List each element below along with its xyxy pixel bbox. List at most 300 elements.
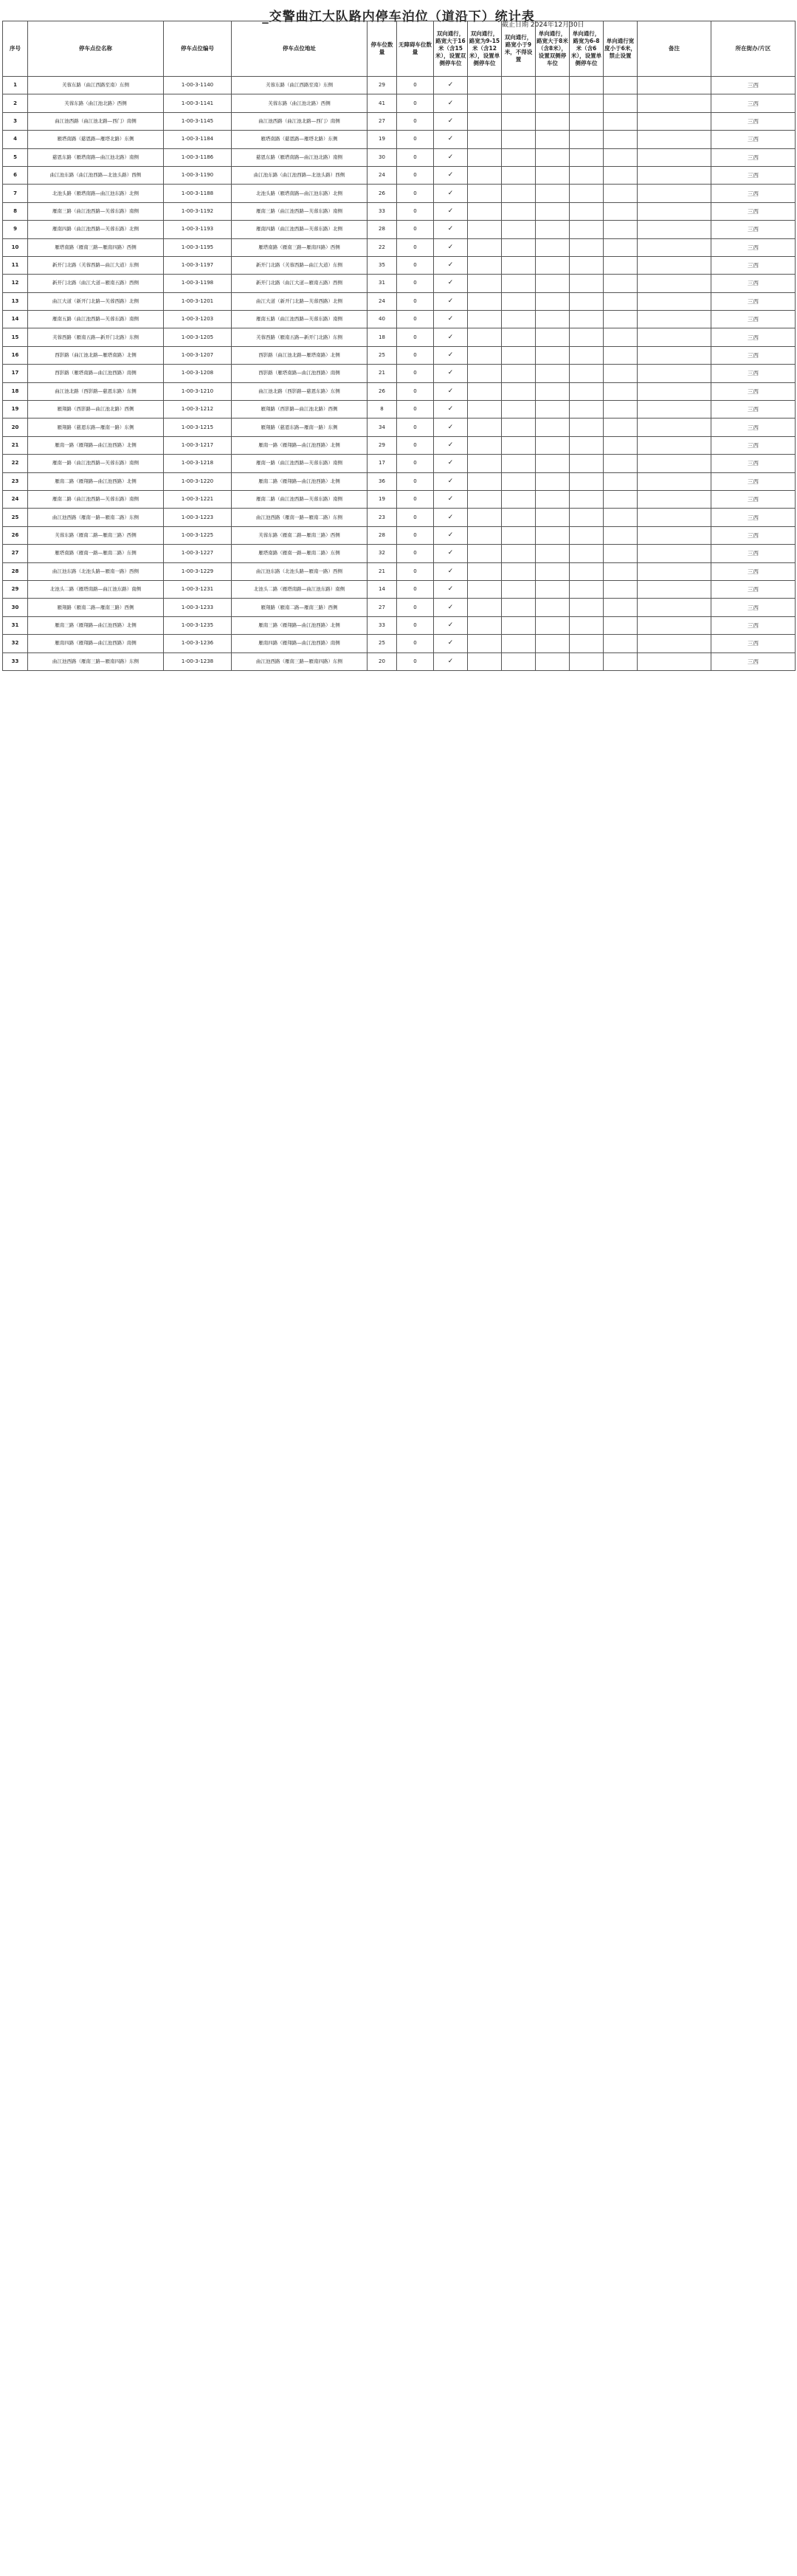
empty-cell bbox=[536, 346, 570, 364]
empty-cell bbox=[536, 455, 570, 472]
check-mark-icon: ✓ bbox=[434, 382, 468, 400]
row-name: 雁翔路（雁南二路—雁南三路）西侧 bbox=[28, 599, 164, 616]
table-row bbox=[3, 436, 796, 454]
empty-cell bbox=[604, 185, 638, 202]
empty-cell bbox=[502, 490, 536, 508]
empty-cell bbox=[604, 635, 638, 652]
row-name: 雁塔南路（慈恩路—雁塔北路）东侧 bbox=[28, 131, 164, 148]
empty-cell bbox=[468, 346, 502, 364]
empty-cell bbox=[468, 112, 502, 130]
empty-cell bbox=[570, 635, 604, 652]
row-accessible-count: 0 bbox=[397, 275, 434, 292]
row-seq: 30 bbox=[3, 599, 28, 616]
row-address: 曲江池西路（雁南三路—雁南四路）东侧 bbox=[232, 652, 368, 670]
row-address: 雁翔路（慈恩东路—雁南一路）东侧 bbox=[232, 419, 368, 436]
row-name: 曲江大道（新开门北路—芙蓉西路）北侧 bbox=[28, 292, 164, 310]
row-area: 三西 bbox=[711, 490, 796, 508]
empty-cell bbox=[468, 275, 502, 292]
row-accessible-count: 0 bbox=[397, 365, 434, 382]
row-count: 24 bbox=[368, 292, 397, 310]
row-seq: 22 bbox=[3, 455, 28, 472]
row-accessible-count: 0 bbox=[397, 382, 434, 400]
empty-cell bbox=[468, 599, 502, 616]
row-note bbox=[638, 148, 711, 166]
row-count: 21 bbox=[368, 562, 397, 580]
check-mark-icon: ✓ bbox=[434, 455, 468, 472]
header-cell: 停车点位名称 bbox=[28, 21, 164, 77]
row-area: 三西 bbox=[711, 202, 796, 220]
empty-cell bbox=[536, 112, 570, 130]
empty-cell bbox=[536, 131, 570, 148]
empty-cell bbox=[536, 148, 570, 166]
empty-cell bbox=[604, 580, 638, 598]
row-note bbox=[638, 562, 711, 580]
row-address: 雁南二路（雁翔路—曲江池西路）北侧 bbox=[232, 472, 368, 490]
header-cell: 无障碍车位数量 bbox=[397, 21, 434, 77]
row-seq: 9 bbox=[3, 221, 28, 238]
row-accessible-count: 0 bbox=[397, 490, 434, 508]
empty-cell bbox=[536, 292, 570, 310]
empty-cell bbox=[570, 455, 604, 472]
check-mark-icon: ✓ bbox=[434, 652, 468, 670]
row-count: 8 bbox=[368, 401, 397, 419]
row-code: 1-00-3-1231 bbox=[164, 580, 232, 598]
row-count: 20 bbox=[368, 652, 397, 670]
row-count: 23 bbox=[368, 509, 397, 526]
row-note bbox=[638, 292, 711, 310]
check-mark-icon: ✓ bbox=[434, 202, 468, 220]
row-address: 曲江大道（新开门北路—芙蓉西路）北侧 bbox=[232, 292, 368, 310]
row-area: 三西 bbox=[711, 436, 796, 454]
check-mark-icon: ✓ bbox=[434, 509, 468, 526]
empty-cell bbox=[502, 131, 536, 148]
empty-cell bbox=[468, 185, 502, 202]
empty-cell bbox=[604, 472, 638, 490]
empty-cell bbox=[570, 419, 604, 436]
row-name: 芙蓉东路（雁南二路—雁南三路）西侧 bbox=[28, 526, 164, 544]
check-mark-icon: ✓ bbox=[434, 490, 468, 508]
check-mark-icon: ✓ bbox=[434, 112, 468, 130]
row-seq: 19 bbox=[3, 401, 28, 419]
row-accessible-count: 0 bbox=[397, 346, 434, 364]
row-seq: 7 bbox=[3, 185, 28, 202]
row-count: 31 bbox=[368, 275, 397, 292]
row-name: 雁南二路（曲江池西路—芙蓉东路）南侧 bbox=[28, 490, 164, 508]
row-code: 1-00-3-1217 bbox=[164, 436, 232, 454]
row-area: 三西 bbox=[711, 580, 796, 598]
row-note bbox=[638, 77, 711, 94]
header-cell: 双向通行，路宽为9-15米（含12米），设置单侧停车位 bbox=[468, 21, 502, 77]
header-cell: 单向通行宽度小于6米，禁止设置 bbox=[604, 21, 638, 77]
row-code: 1-00-3-1233 bbox=[164, 599, 232, 616]
empty-cell bbox=[502, 419, 536, 436]
empty-cell bbox=[502, 112, 536, 130]
check-mark-icon: ✓ bbox=[434, 256, 468, 274]
empty-cell bbox=[604, 616, 638, 634]
empty-cell bbox=[570, 166, 604, 184]
row-code: 1-00-3-1238 bbox=[164, 652, 232, 670]
empty-cell bbox=[570, 580, 604, 598]
empty-cell bbox=[604, 365, 638, 382]
row-note bbox=[638, 490, 711, 508]
row-seq: 25 bbox=[3, 509, 28, 526]
page-title: _交警曲江大队路内停车泊位（道沿下）统计表 bbox=[262, 10, 535, 24]
empty-cell bbox=[604, 221, 638, 238]
table-row bbox=[3, 509, 796, 526]
date-label: 截止日期 2024年12月30日 bbox=[502, 21, 584, 29]
row-count: 18 bbox=[368, 328, 397, 346]
row-address: 雁南五路（曲江池西路—芙蓉东路）南侧 bbox=[232, 311, 368, 328]
check-mark-icon: ✓ bbox=[434, 401, 468, 419]
row-area: 三西 bbox=[711, 382, 796, 400]
row-seq: 6 bbox=[3, 166, 28, 184]
row-name: 曲江池北路（西影路—慈恩东路）东侧 bbox=[28, 382, 164, 400]
empty-cell bbox=[536, 311, 570, 328]
empty-cell bbox=[570, 545, 604, 562]
row-accessible-count: 0 bbox=[397, 562, 434, 580]
table-row bbox=[3, 148, 796, 166]
check-mark-icon: ✓ bbox=[434, 436, 468, 454]
empty-cell bbox=[468, 635, 502, 652]
empty-cell bbox=[502, 436, 536, 454]
row-note bbox=[638, 526, 711, 544]
row-accessible-count: 0 bbox=[397, 94, 434, 112]
header-cell: 序号 bbox=[3, 21, 28, 77]
table-row bbox=[3, 616, 796, 634]
empty-cell bbox=[502, 311, 536, 328]
table-row bbox=[3, 328, 796, 346]
row-seq: 3 bbox=[3, 112, 28, 130]
row-address: 曲江池西路（曲江池北路—西门）南侧 bbox=[232, 112, 368, 130]
table-row bbox=[3, 490, 796, 508]
empty-cell bbox=[468, 562, 502, 580]
check-mark-icon: ✓ bbox=[434, 328, 468, 346]
row-note bbox=[638, 401, 711, 419]
row-note bbox=[638, 455, 711, 472]
row-address: 雁南一路（雁翔路—曲江池西路）北侧 bbox=[232, 436, 368, 454]
table-row bbox=[3, 472, 796, 490]
table-row bbox=[3, 562, 796, 580]
row-seq: 23 bbox=[3, 472, 28, 490]
row-count: 17 bbox=[368, 455, 397, 472]
header-cell: 单向通行，路宽大于8米（含8米），设置双侧停车位 bbox=[536, 21, 570, 77]
empty-cell bbox=[502, 94, 536, 112]
empty-cell bbox=[604, 328, 638, 346]
row-address: 新开门北路（曲江大道—雁南五路）西侧 bbox=[232, 275, 368, 292]
row-area: 三西 bbox=[711, 256, 796, 274]
row-area: 三西 bbox=[711, 328, 796, 346]
check-mark-icon: ✓ bbox=[434, 292, 468, 310]
table-row bbox=[3, 185, 796, 202]
row-name: 芙蓉西路（雁南五路—新开门北路）东侧 bbox=[28, 328, 164, 346]
row-accessible-count: 0 bbox=[397, 256, 434, 274]
empty-cell bbox=[604, 131, 638, 148]
row-area: 三西 bbox=[711, 419, 796, 436]
empty-cell bbox=[604, 77, 638, 94]
row-area: 三西 bbox=[711, 616, 796, 634]
row-note bbox=[638, 311, 711, 328]
row-area: 三西 bbox=[711, 365, 796, 382]
empty-cell bbox=[536, 616, 570, 634]
empty-cell bbox=[502, 365, 536, 382]
row-name: 雁南三路（曲江池西路—芙蓉东路）南侧 bbox=[28, 202, 164, 220]
check-mark-icon: ✓ bbox=[434, 635, 468, 652]
empty-cell bbox=[502, 238, 536, 256]
parking-table bbox=[2, 21, 796, 671]
row-accessible-count: 0 bbox=[397, 202, 434, 220]
row-count: 14 bbox=[368, 580, 397, 598]
row-accessible-count: 0 bbox=[397, 112, 434, 130]
empty-cell bbox=[502, 256, 536, 274]
table-row bbox=[3, 94, 796, 112]
table-row bbox=[3, 580, 796, 598]
check-mark-icon: ✓ bbox=[434, 148, 468, 166]
empty-cell bbox=[502, 328, 536, 346]
row-code: 1-00-3-1218 bbox=[164, 455, 232, 472]
row-code: 1-00-3-1141 bbox=[164, 94, 232, 112]
empty-cell bbox=[502, 292, 536, 310]
empty-cell bbox=[604, 490, 638, 508]
row-name: 西影路（曲江池北路—雁塔南路）北侧 bbox=[28, 346, 164, 364]
row-address: 曲江池北路（西影路—慈恩东路）东侧 bbox=[232, 382, 368, 400]
row-name: 北池头二路（雁塔南路—曲江池东路）南侧 bbox=[28, 580, 164, 598]
row-count: 27 bbox=[368, 599, 397, 616]
empty-cell bbox=[536, 94, 570, 112]
empty-cell bbox=[468, 328, 502, 346]
row-name: 雁塔南路（雁南一路—雁南二路）东侧 bbox=[28, 545, 164, 562]
empty-cell bbox=[604, 382, 638, 400]
row-code: 1-00-3-1235 bbox=[164, 616, 232, 634]
empty-cell bbox=[570, 346, 604, 364]
empty-cell bbox=[604, 526, 638, 544]
empty-cell bbox=[502, 77, 536, 94]
row-accessible-count: 0 bbox=[397, 185, 434, 202]
row-count: 40 bbox=[368, 311, 397, 328]
row-note bbox=[638, 545, 711, 562]
empty-cell bbox=[536, 382, 570, 400]
row-code: 1-00-3-1198 bbox=[164, 275, 232, 292]
empty-cell bbox=[604, 599, 638, 616]
row-seq: 33 bbox=[3, 652, 28, 670]
row-accessible-count: 0 bbox=[397, 238, 434, 256]
row-note bbox=[638, 419, 711, 436]
row-note bbox=[638, 382, 711, 400]
row-note bbox=[638, 599, 711, 616]
row-area: 三西 bbox=[711, 238, 796, 256]
empty-cell bbox=[604, 545, 638, 562]
check-mark-icon: ✓ bbox=[434, 221, 468, 238]
row-seq: 12 bbox=[3, 275, 28, 292]
row-area: 三西 bbox=[711, 545, 796, 562]
empty-cell bbox=[570, 131, 604, 148]
empty-cell bbox=[468, 202, 502, 220]
row-accessible-count: 0 bbox=[397, 221, 434, 238]
row-address: 雁翔路（雁南二路—雁南三路）西侧 bbox=[232, 599, 368, 616]
row-seq: 16 bbox=[3, 346, 28, 364]
empty-cell bbox=[468, 455, 502, 472]
check-mark-icon: ✓ bbox=[434, 131, 468, 148]
row-area: 三西 bbox=[711, 635, 796, 652]
check-mark-icon: ✓ bbox=[434, 275, 468, 292]
row-accessible-count: 0 bbox=[397, 436, 434, 454]
row-name: 雁南三路（雁翔路—曲江池西路）北侧 bbox=[28, 616, 164, 634]
empty-cell bbox=[536, 401, 570, 419]
row-count: 26 bbox=[368, 382, 397, 400]
check-mark-icon: ✓ bbox=[434, 185, 468, 202]
row-code: 1-00-3-1205 bbox=[164, 328, 232, 346]
empty-cell bbox=[604, 238, 638, 256]
empty-cell bbox=[468, 311, 502, 328]
row-note bbox=[638, 94, 711, 112]
table-row bbox=[3, 221, 796, 238]
row-name: 曲江池西路（雁南三路—雁南四路）东侧 bbox=[28, 652, 164, 670]
row-accessible-count: 0 bbox=[397, 652, 434, 670]
row-area: 三西 bbox=[711, 148, 796, 166]
row-seq: 21 bbox=[3, 436, 28, 454]
empty-cell bbox=[604, 652, 638, 670]
row-seq: 10 bbox=[3, 238, 28, 256]
row-area: 三西 bbox=[711, 166, 796, 184]
row-note bbox=[638, 166, 711, 184]
row-name: 芙蓉东路（曲江池北路）西侧 bbox=[28, 94, 164, 112]
empty-cell bbox=[570, 562, 604, 580]
row-count: 34 bbox=[368, 419, 397, 436]
empty-cell bbox=[502, 346, 536, 364]
row-address: 北池头二路（雁塔南路—曲江池东路）南侧 bbox=[232, 580, 368, 598]
empty-cell bbox=[604, 401, 638, 419]
table-row bbox=[3, 311, 796, 328]
empty-cell bbox=[468, 616, 502, 634]
row-area: 三西 bbox=[711, 221, 796, 238]
check-mark-icon: ✓ bbox=[434, 472, 468, 490]
empty-cell bbox=[502, 472, 536, 490]
row-name: 雁南一路（雁翔路—曲江池西路）北侧 bbox=[28, 436, 164, 454]
check-mark-icon: ✓ bbox=[434, 346, 468, 364]
check-mark-icon: ✓ bbox=[434, 562, 468, 580]
row-address: 雁南四路（雁翔路—曲江池西路）南侧 bbox=[232, 635, 368, 652]
table-row bbox=[3, 419, 796, 436]
row-note bbox=[638, 616, 711, 634]
empty-cell bbox=[570, 77, 604, 94]
row-area: 三西 bbox=[711, 346, 796, 364]
row-count: 19 bbox=[368, 490, 397, 508]
row-seq: 14 bbox=[3, 311, 28, 328]
empty-cell bbox=[570, 652, 604, 670]
row-address: 新开门北路（芙蓉西路—曲江大道）东侧 bbox=[232, 256, 368, 274]
empty-cell bbox=[468, 652, 502, 670]
row-area: 三西 bbox=[711, 562, 796, 580]
table-row bbox=[3, 131, 796, 148]
empty-cell bbox=[502, 526, 536, 544]
row-note bbox=[638, 202, 711, 220]
check-mark-icon: ✓ bbox=[434, 419, 468, 436]
check-mark-icon: ✓ bbox=[434, 545, 468, 562]
row-code: 1-00-3-1184 bbox=[164, 131, 232, 148]
empty-cell bbox=[536, 185, 570, 202]
empty-cell bbox=[502, 509, 536, 526]
empty-cell bbox=[604, 419, 638, 436]
row-address: 芙蓉东路（曲江西路至南）东侧 bbox=[232, 77, 368, 94]
row-name: 曲江池西路（雁南一路—雁南二路）东侧 bbox=[28, 509, 164, 526]
empty-cell bbox=[604, 112, 638, 130]
row-address: 雁塔南路（雁南三路—雁南四路）西侧 bbox=[232, 238, 368, 256]
empty-cell bbox=[570, 472, 604, 490]
row-address: 芙蓉东路（曲江池北路）西侧 bbox=[232, 94, 368, 112]
row-code: 1-00-3-1193 bbox=[164, 221, 232, 238]
row-address: 雁南三路（曲江池西路—芙蓉东路）南侧 bbox=[232, 202, 368, 220]
empty-cell bbox=[536, 238, 570, 256]
empty-cell bbox=[536, 652, 570, 670]
empty-cell bbox=[536, 509, 570, 526]
empty-cell bbox=[570, 185, 604, 202]
row-code: 1-00-3-1186 bbox=[164, 148, 232, 166]
empty-cell bbox=[468, 382, 502, 400]
empty-cell bbox=[502, 202, 536, 220]
row-code: 1-00-3-1192 bbox=[164, 202, 232, 220]
empty-cell bbox=[536, 436, 570, 454]
empty-cell bbox=[570, 148, 604, 166]
empty-cell bbox=[468, 148, 502, 166]
row-area: 三西 bbox=[711, 311, 796, 328]
row-address: 北池头路（雁塔南路—曲江池东路）北侧 bbox=[232, 185, 368, 202]
row-area: 三西 bbox=[711, 401, 796, 419]
row-count: 36 bbox=[368, 472, 397, 490]
row-count: 28 bbox=[368, 221, 397, 238]
empty-cell bbox=[536, 202, 570, 220]
row-name: 雁南二路（雁翔路—曲江池西路）北侧 bbox=[28, 472, 164, 490]
empty-cell bbox=[502, 635, 536, 652]
empty-cell bbox=[536, 77, 570, 94]
empty-cell bbox=[604, 166, 638, 184]
row-code: 1-00-3-1210 bbox=[164, 382, 232, 400]
empty-cell bbox=[502, 455, 536, 472]
empty-cell bbox=[502, 599, 536, 616]
header-cell: 停车点位编号 bbox=[164, 21, 232, 77]
row-code: 1-00-3-1203 bbox=[164, 311, 232, 328]
empty-cell bbox=[536, 599, 570, 616]
row-seq: 20 bbox=[3, 419, 28, 436]
empty-cell bbox=[468, 292, 502, 310]
row-code: 1-00-3-1190 bbox=[164, 166, 232, 184]
row-address: 雁南四路（曲江池西路—芙蓉东路）北侧 bbox=[232, 221, 368, 238]
table-row bbox=[3, 77, 796, 94]
row-count: 29 bbox=[368, 77, 397, 94]
row-count: 27 bbox=[368, 112, 397, 130]
row-name: 雁南五路（曲江池西路—芙蓉东路）南侧 bbox=[28, 311, 164, 328]
header-cell: 停车点位地址 bbox=[232, 21, 368, 77]
empty-cell bbox=[502, 221, 536, 238]
row-accessible-count: 0 bbox=[397, 526, 434, 544]
row-count: 29 bbox=[368, 436, 397, 454]
row-address: 西影路（雁塔南路—曲江池西路）南侧 bbox=[232, 365, 368, 382]
header-cell: 所在街办/片区 bbox=[711, 21, 796, 77]
row-accessible-count: 0 bbox=[397, 616, 434, 634]
row-count: 26 bbox=[368, 185, 397, 202]
row-accessible-count: 0 bbox=[397, 77, 434, 94]
empty-cell bbox=[604, 94, 638, 112]
row-note bbox=[638, 652, 711, 670]
row-seq: 27 bbox=[3, 545, 28, 562]
row-address: 曲江池东路（曲江池西路—北池头路）西侧 bbox=[232, 166, 368, 184]
row-address: 芙蓉东路（雁南二路—雁南三路）西侧 bbox=[232, 526, 368, 544]
empty-cell bbox=[536, 562, 570, 580]
row-accessible-count: 0 bbox=[397, 311, 434, 328]
empty-cell bbox=[536, 221, 570, 238]
empty-cell bbox=[604, 292, 638, 310]
empty-cell bbox=[604, 275, 638, 292]
row-name: 西影路（雁塔南路—曲江池西路）南侧 bbox=[28, 365, 164, 382]
row-count: 21 bbox=[368, 365, 397, 382]
